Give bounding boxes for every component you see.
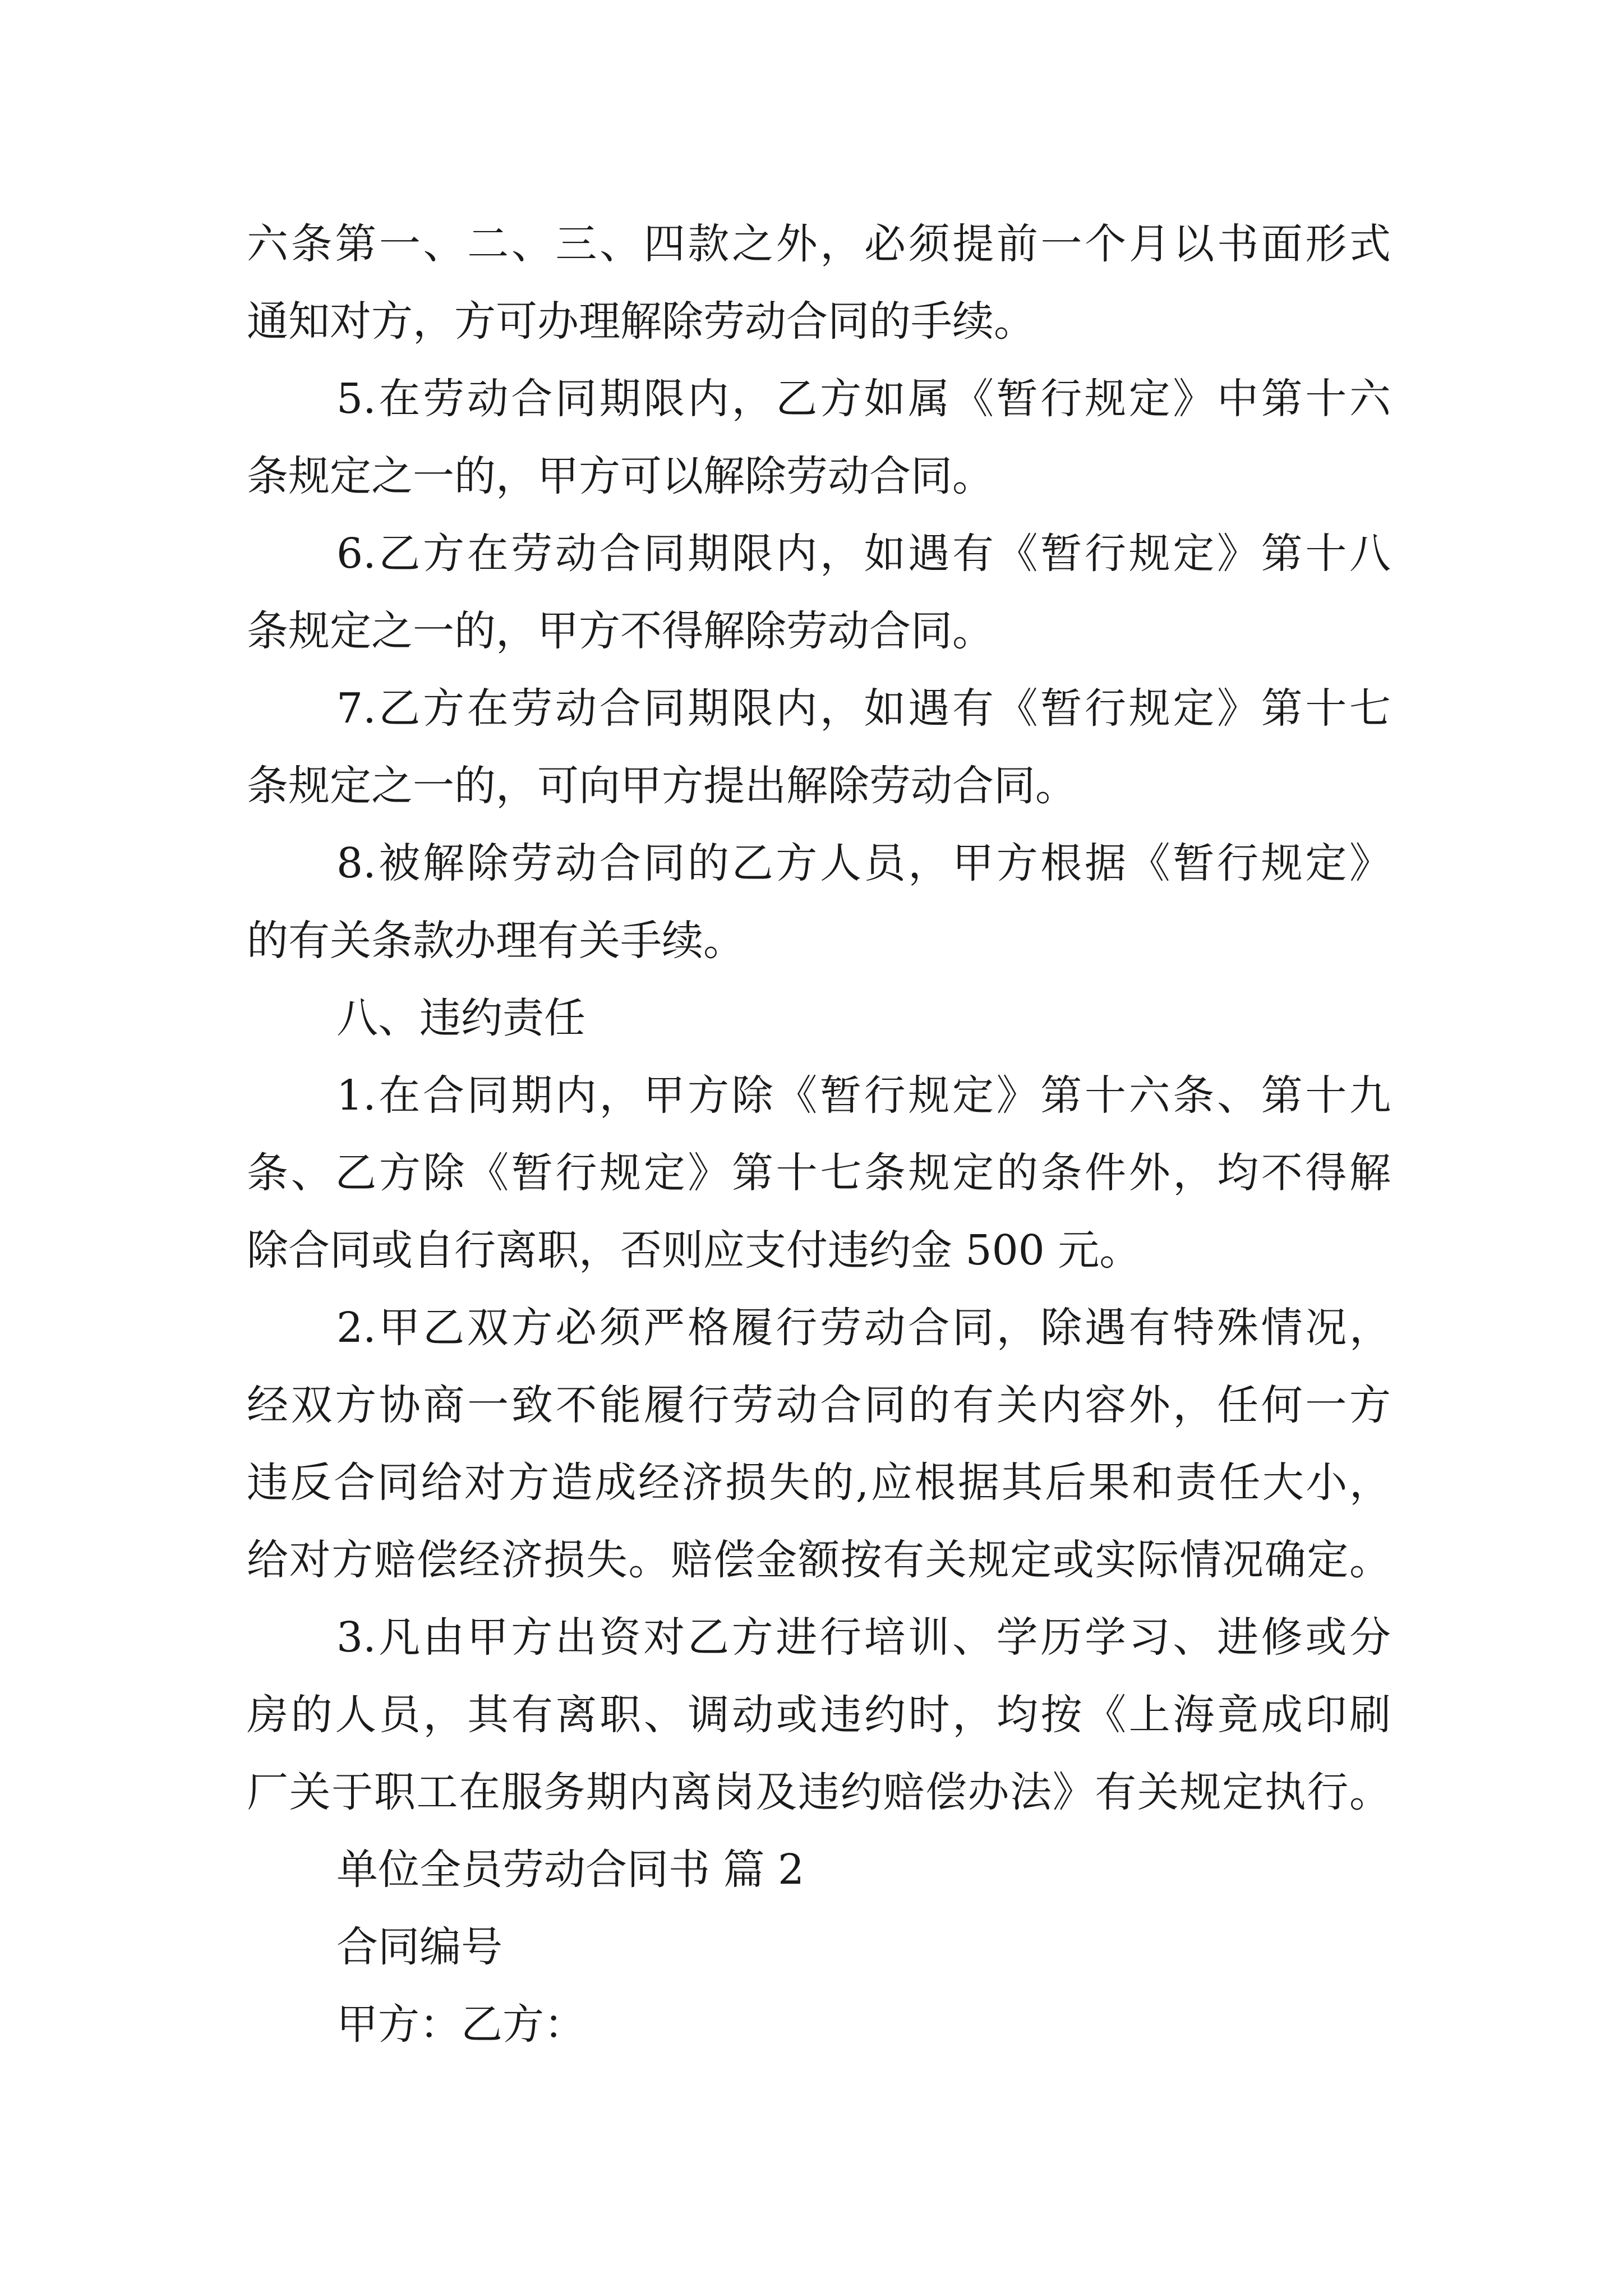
text-line: 厂关于职工在服务期内离岗及违约赔偿办法》有关规定执行。 (247, 1768, 1391, 1816)
text-line: 给对方赔偿经济损失。赔偿金额按有关规定或实际情况确定。 (247, 1536, 1391, 1584)
section-heading: 八、违约责任 (336, 994, 585, 1042)
text-line: 除合同或自行离职，否则应支付违约金 500 元。 (247, 1226, 1141, 1274)
text-line: 条、乙方除《暂行规定》第十七条规定的条件外，均不得解 (247, 1149, 1391, 1197)
text-line: 合同编号 (336, 1923, 502, 1971)
text-line: 2.甲乙双方必须严格履行劳动合同，除遇有特殊情况， (336, 1304, 1391, 1352)
text-line: 甲方：乙方： (336, 2000, 585, 2049)
text-line: 条规定之一的，甲方不得解除劳动合同。 (247, 607, 994, 655)
text-line: 3.凡由甲方出资对乙方进行培训、学历学习、进修或分 (336, 1613, 1391, 1662)
text-line: 6.乙方在劳动合同期限内，如遇有《暂行规定》第十八 (336, 530, 1391, 578)
text-line: 房的人员，其有离职、调动或违约时，均按《上海竟成印刷 (247, 1691, 1391, 1739)
text-line: 7.乙方在劳动合同期限内，如遇有《暂行规定》第十七 (336, 684, 1391, 733)
text-line: 条规定之一的，甲方可以解除劳动合同。 (247, 452, 994, 500)
text-line: 通知对方，方可办理解除劳动合同的手续。 (247, 297, 1035, 346)
text-line: 违反合同给对方造成经济损失的,应根据其后果和责任大小， (247, 1458, 1391, 1507)
text-line: 8.被解除劳动合同的乙方人员，甲方根据《暂行规定》 (336, 839, 1391, 887)
section-heading: 单位全员劳动合同书 篇 2 (336, 1846, 805, 1894)
text-line: 条规定之一的，可向甲方提出解除劳动合同。 (247, 762, 1077, 810)
text-line: 经双方协商一致不能履行劳动合同的有关内容外，任何一方 (247, 1381, 1391, 1429)
text-line: 六条第一、二、三、四款之外，必须提前一个月以书面形式 (247, 220, 1391, 268)
text-line: 5.在劳动合同期限内，乙方如属《暂行规定》中第十六 (336, 375, 1391, 423)
text-line: 1.在合同期内，甲方除《暂行规定》第十六条、第十九 (336, 1071, 1391, 1120)
text-line: 的有关条款办理有关手续。 (247, 917, 745, 965)
